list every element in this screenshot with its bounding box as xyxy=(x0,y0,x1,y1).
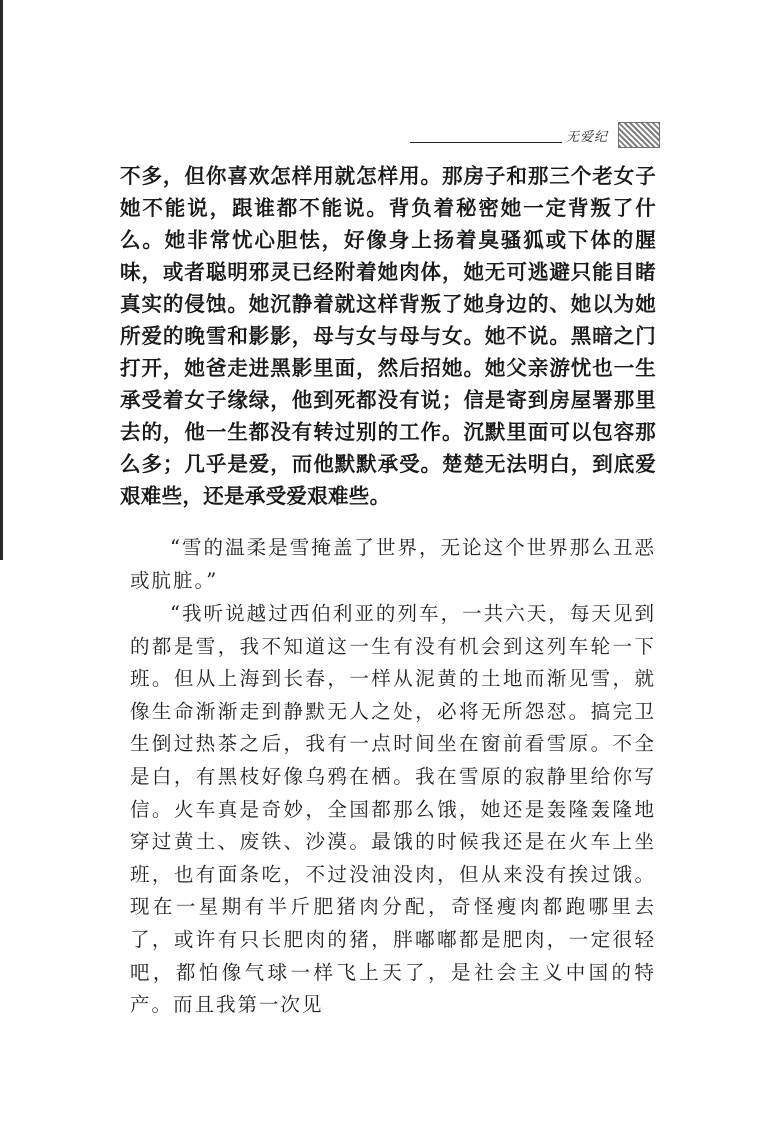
header-ornament-icon xyxy=(618,122,660,148)
running-header-title: 无爱纪 xyxy=(566,130,609,145)
body-paragraph: 不多，但你喜欢怎样用就怎样用。那房子和那三个老女子她不能说，跟谁都不能说。背负着秘密她一定背叛了什么。她非常忧心胆怯，好像身上扬着臭骚狐或下体的腥味，或者聪明邪灵已经附着她肉体，她无可逃避只能目睹真实的侵蚀。她沉静着就这样背叛了她身边的、她以为她所爱的晚雪和影影，母与女与母与女。她不说。黑暗之门打开，她爸走进黑影里面，然后招她。她父亲游忧也一生承受着女子缘绿，他到死都没有说；信是寄到房屋署那里去的，他一生都没有转过别的工作。沉默里面可以包容那么多；几乎是爱，而他默默承受。楚楚无法明白，到底爱艰难些，还是承受爱艰难些。 xyxy=(120,164,656,508)
page-spine-edge xyxy=(0,0,3,560)
running-header xyxy=(410,122,658,150)
quoted-letter-paragraph-1: “雪的温柔是雪掩盖了世界，无论这个世界那么丑恶或肮脏。” xyxy=(130,536,656,592)
header-rule xyxy=(410,142,562,143)
quoted-letter-paragraph-2: “我听说越过西伯利亚的列车，一共六天，每天见到的都是雪，我不知道这一生有没有机会到这列车轮一下班。但从上海到长春，一样从泥黄的土地而渐见雪，就像生命渐渐走到静默无人之处，必将无所怨怼。搞完卫生倒过热茶之后，我有一点时间坐在窗前看雪原。不全是白，有黑枝好像乌鸦在栖。我在雪原的寂静里给你写信。火车真是奇妙，全国都那么饿，她还是轰隆轰隆地穿过黄土、废铁、沙漠。最饿的时候我还是在火车上坐班，也有面条吃，不过没油没肉，但从来没有挨过饿。现在一星期有半斤肥猪肉分配，奇怪瘦肉都跑哪里去了，或许有只长肥肉的猪，胖嘟嘟都是肥肉，一定很轻吧，都怕像气球一样飞上天了，是社会主义中国的特产。而且我第一次见 xyxy=(130,602,656,1017)
